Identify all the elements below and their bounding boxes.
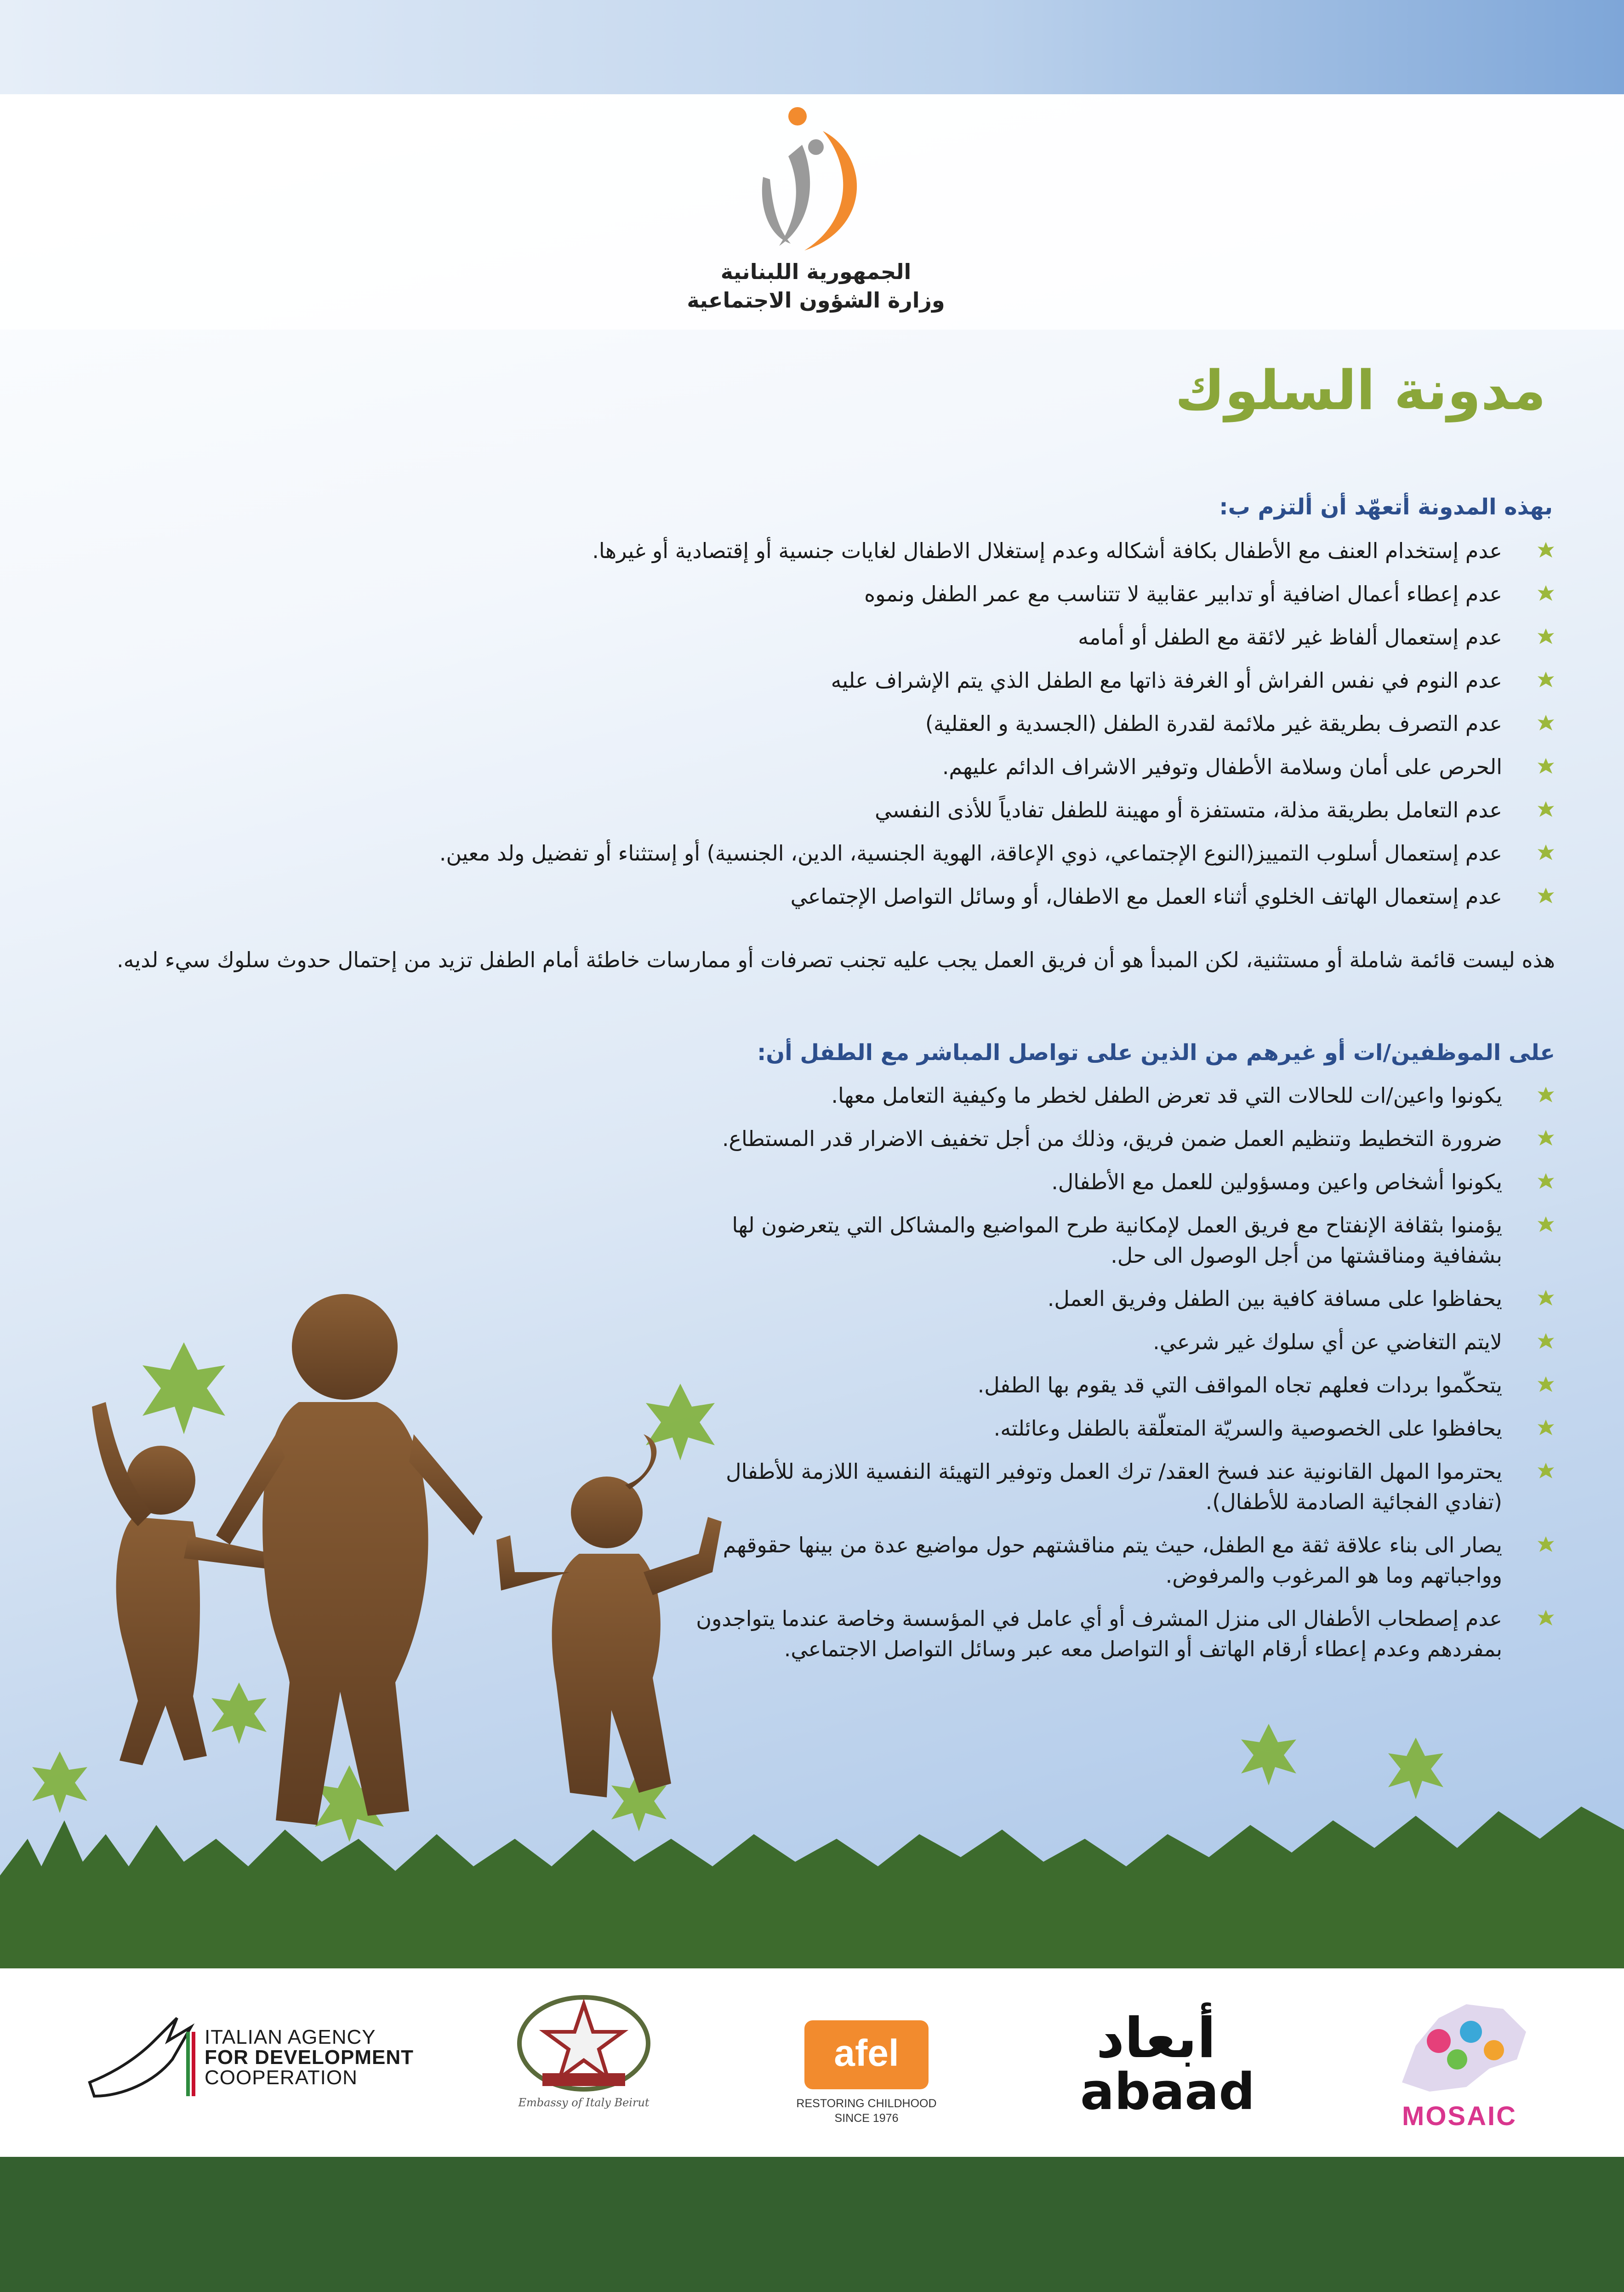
list-item [70,622,1555,652]
page-title: مدونة السلوك [1175,359,1546,422]
rule-text: يحافظوا على الخصوصية والسريّة المتعلّقة بالطفل وعائلته. [993,1416,1502,1441]
rule-text: لايتم التغاضي عن أي سلوك غير شرعي. [1153,1329,1502,1354]
rule-text: يصار الى بناء علاقة ثقة مع الطفل، حيث يتم مناقشتهم حول مواضيع عدة من بينها حقوقهم وواجباتهم وما هو المرغوب والمرفوض. [723,1533,1502,1588]
italian-agency-line-2: FOR DEVELOPMENT [205,2046,414,2069]
commitment-text: عدم النوم في نفس الفراش أو الغرفة ذاتها مع الطفل الذي يتم الإشراف عليه [831,668,1502,693]
list-item [70,708,1555,739]
leaf-bullet-icon [1537,1129,1555,1147]
list-item [70,536,1555,566]
staff-section-title: على الموظفين/ات أو غيرهم من الذين على تواصل المباشر مع الطفل أن: [757,1040,1555,1066]
footer-band [0,2157,1624,2292]
leaf-bullet-icon [1537,800,1555,819]
commitments-list [70,536,1555,924]
children-scene [0,1241,1624,1972]
list-item [70,881,1555,912]
rule-text: يكونوا أشخاص واعين ومسؤولين للعمل مع الأطفال. [1051,1169,1502,1194]
embassy-caption: Embassy of Italy Beirut [518,2096,650,2109]
ministry-name [598,257,1034,314]
leaf-bullet-icon [1537,844,1555,862]
abaad-logo-latin: abaad [1080,2062,1255,2121]
leaf-bullet-icon [1537,541,1555,559]
commitment-text: عدم إستعمال الهاتف الخلوي أثناء العمل مع الاطفال، أو وسائل التواصل الإجتماعي [790,884,1502,909]
italian-agency-line-3: COOPERATION [205,2066,358,2089]
commitment-text: عدم إستعمال ألفاظ غير لائقة مع الطفل أو أمامه [1078,625,1502,650]
commitment-text: عدم التعامل بطريقة مذلة، متستفزة أو مهينة للطفل تفادياً للأذى النفسي [875,798,1502,822]
list-item [70,752,1555,782]
rule-text: يحفاظوا على مسافة كافية بين الطفل وفريق العمل. [1047,1286,1502,1311]
list-item [691,1080,1555,1111]
ministry-logo [735,103,887,260]
leaf-bullet-icon [1537,671,1555,689]
list-item [70,579,1555,609]
list-item [70,665,1555,696]
commitment-text: عدم إستخدام العنف مع الأطفال بكافة أشكاله وعدم إستغلال الاطفال لغايات جنسية أو إقتصادية أو غيرها. [592,538,1502,563]
grass [0,1807,1624,1972]
list-item [691,1123,1555,1154]
leaves [32,1342,1443,1842]
rule-text: يتحكّموا بردات فعلهم تجاه المواقف التي قد يقوم بها الطفل. [977,1373,1502,1397]
italian-emblem-icon [506,1990,662,2096]
leaf-bullet-icon [1537,1086,1555,1104]
rule-text: يكونوا واعين/ات للحالات التي قد تعرض الطفل لخطر ما وكيفية التعامل معها. [831,1083,1502,1108]
top-band [0,0,1624,94]
abaad-logo-arabic: أبعاد [1096,2007,1216,2070]
list-item [70,795,1555,825]
afel-tagline [772,2096,961,2126]
italian-agency-logo [205,2027,414,2088]
afel-tagline-line-1: RESTORING CHILDHOOD [796,2097,937,2110]
commitment-text: عدم إستعمال أسلوب التمييز(النوع الإجتماعي، ذوي الإعاقة، الهوية الجنسية، الدين، الجنسية) أو إستثناء أو تفضيل ولد معين. [439,841,1502,866]
afel-logo: afel [834,2032,899,2074]
commitment-text: الحرص على أمان وسلامة الأطفال وتوفير الاشراف الدائم عليهم. [942,754,1502,779]
list-item [70,838,1555,868]
rule-text: ضرورة التخطيط وتنظيم العمل ضمن فريق، وذلك من أجل تخفيف الاضرار قدر المستطاع. [722,1126,1502,1151]
list-item [691,1167,1555,1197]
ministry-line-2: وزارة الشؤون الاجتماعية [687,288,945,313]
rule-text: يحترموا المهل القانونية عند فسخ العقد/ ترك العمل وتوفير التهيئة النفسية اللازمة للأطفال (تفادي الفجائية الصادمة للأطفال). [726,1459,1502,1514]
commitment-text: عدم إعطاء أعمال اضافية أو تدابير عقابية لا تتناسب مع عمر الطفل ونموه [864,582,1502,606]
mosaic-logo: MOSAIC [1402,2101,1517,2131]
leaf-bullet-icon [1537,714,1555,732]
leaf-bullet-icon [1537,1215,1555,1234]
rule-text: يؤمنوا بثقافة الإنفتاح مع فريق العمل لإمكانية طرح المواضيع والمشاكل التي يتعرضون لها بشفافية ومناقشتها من أجل الوصول الى حل. [732,1213,1502,1268]
mosaic-map-icon [1384,1990,1540,2101]
leaf-bullet-icon [1537,1172,1555,1191]
leaf-bullet-icon [1537,627,1555,646]
dove-icon [85,1990,200,2138]
leaf-bullet-icon [1537,757,1555,775]
afel-tagline-line-2: SINCE 1976 [834,2112,899,2125]
ministry-line-1: الجمهورية اللبنانية [720,259,912,284]
italian-agency-line-1: ITALIAN AGENCY [205,2026,376,2048]
commitment-intro: بهذه المدونة أتعهّد أن ألتزم ب: [1219,494,1553,520]
rule-text: عدم إصطحاب الأطفال الى منزل المشرف أو أي عامل في المؤسسة وخاصة عندما يتواجدون بمفردهم وعدم إعطاء أرقام الهاتف أو التواصل معه عبر وسائل التواصل الاجتماعي. [696,1606,1502,1661]
disclaimer-note: هذه ليست قائمة شاملة أو مستثنية، لكن المبدأ هو أن فريق العمل يجب عليه تجنب تصرفات أو ممارسات خاطئة أمام الطفل تزيد من إحتمال حدوث سلوك سيء لديه. [117,947,1555,972]
commitment-text: عدم التصرف بطريقة غير ملائمة لقدرة الطفل (الجسدية و العقلية) [925,711,1502,736]
child-silhouette-right [496,1434,722,1797]
leaf-bullet-icon [1537,887,1555,905]
leaf-bullet-icon [1537,584,1555,603]
